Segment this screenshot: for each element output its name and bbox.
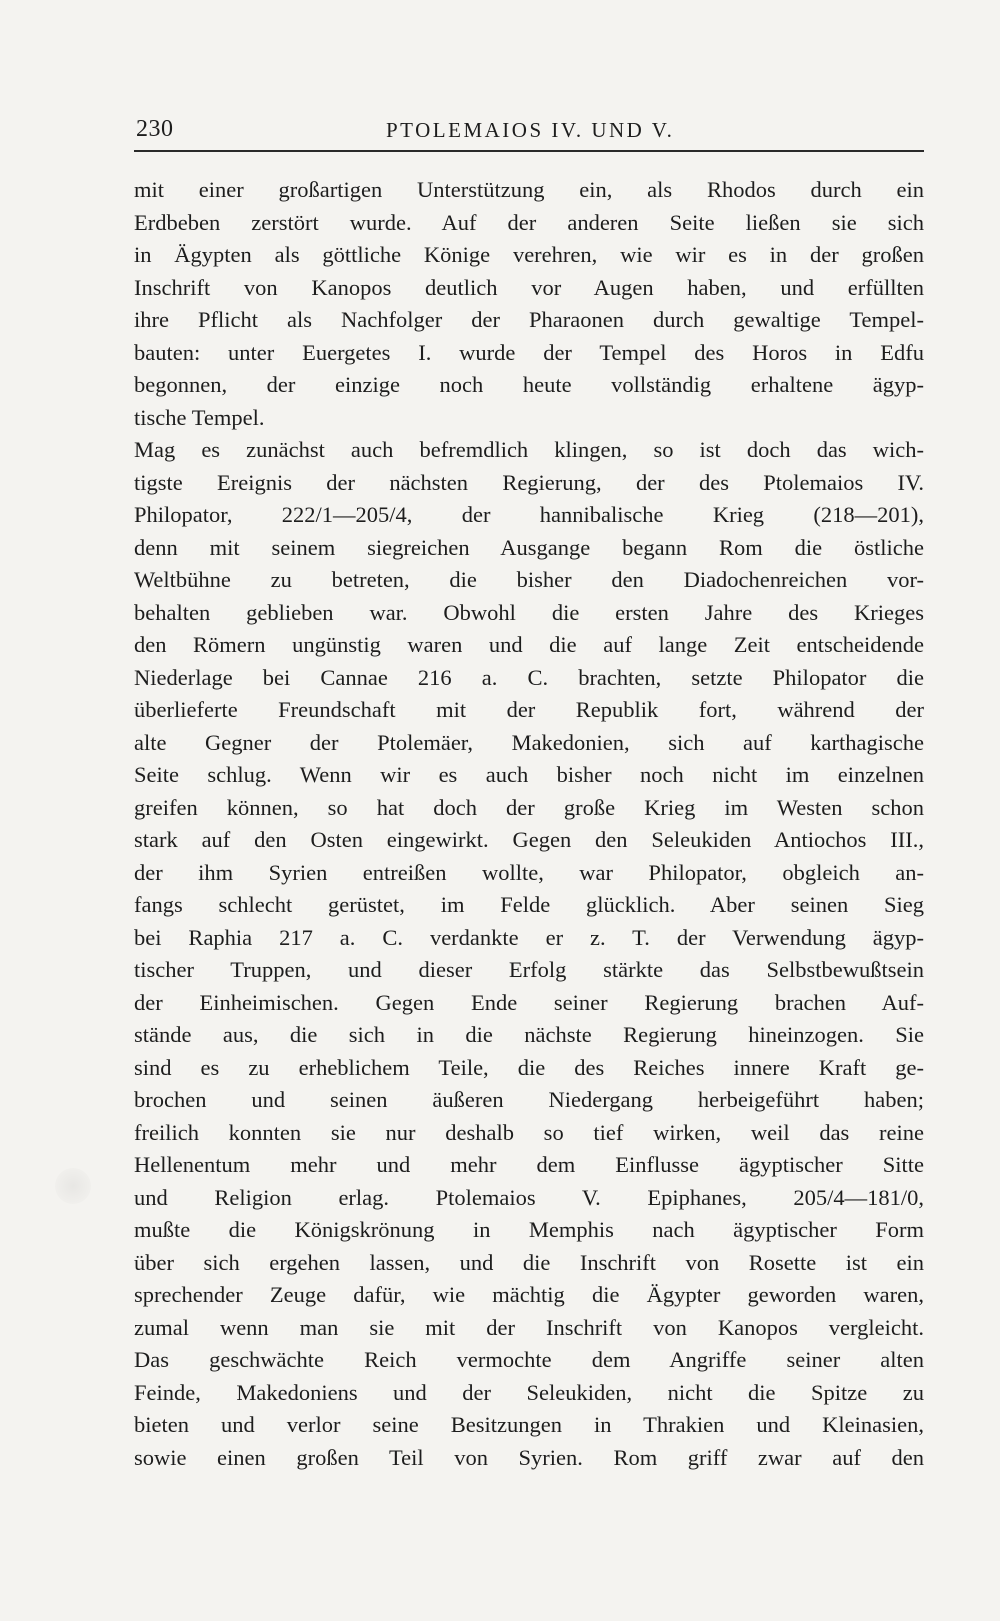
text-line: bei Raphia 217 a. C. verdankte er z. T. der Verwendung ägyp- (134, 924, 924, 950)
text-line: überlieferte Freundschaft mit der Republik fort, während der (134, 697, 924, 722)
text-line: tischer Truppen, und dieser Erfolg stärkte das Selbstbewußtsein (134, 957, 924, 982)
page-smudge (55, 1168, 91, 1204)
text-line: sowie einen großen Teil von Syrien. Rom griff zwar auf den (134, 1444, 924, 1470)
text-line: Hellenentum mehr und mehr dem Einflusse ägyptischer Sitte (134, 1152, 924, 1177)
text-line: freilich konnten sie nur deshalb so tief wirken, weil das reine (134, 1119, 924, 1145)
text-line: tigste Ereignis der nächsten Regierung, der des Ptolemaios IV. (134, 469, 924, 495)
text-line: Inschrift von Kanopos deutlich vor Augen haben, und erfüllten (134, 274, 924, 300)
text-line: sprechender Zeuge dafür, wie mächtig die Ägypter geworden waren, (134, 1282, 924, 1307)
text-line: der Einheimischen. Gegen Ende seiner Regierung brachen Auf- (134, 989, 924, 1015)
text-line: Seite schlug. Wenn wir es auch bisher noch nicht im einzelnen (134, 762, 924, 787)
text-line: behalten geblieben war. Obwohl die ersten Jahre des Krieges (134, 599, 924, 625)
text-line: zumal wenn man sie mit der Inschrift von Kanopos vergleicht. (134, 1314, 924, 1340)
text-line: Das geschwächte Reich vermochte dem Angriffe seiner alten (134, 1347, 924, 1372)
text-line: Feinde, Makedoniens und der Seleukiden, nicht die Spitze zu (134, 1379, 924, 1405)
running-head: PTOLEMAIOS IV. UND V. (386, 118, 675, 142)
text-line: Niederlage bei Cannae 216 a. C. brachten, setzte Philopator die (134, 664, 924, 690)
text-line: fangs schlecht gerüstet, im Felde glücklich. Aber seinen Sieg (134, 892, 924, 917)
text-line: mußte die Königskrönung in Memphis nach ägyptischer Form (134, 1217, 924, 1242)
text-line: und Religion erlag. Ptolemaios V. Epiphanes, 205/4—181/0, (134, 1184, 924, 1210)
text-line: brochen und seinen äußeren Niedergang herbeigeführt haben; (134, 1087, 924, 1112)
text-line: Erdbeben zerstört wurde. Auf der anderen Seite ließen sie sich (134, 209, 924, 235)
header-rule (134, 150, 924, 152)
text-line: der ihm Syrien entreißen wollte, war Philopator, obgleich an- (134, 859, 924, 885)
text-line: Mag es zunächst auch befremdlich klingen, so ist doch das wich- (134, 437, 924, 462)
text-line: den Römern ungünstig waren und die auf lange Zeit entscheidende (134, 632, 924, 657)
text-line: alte Gegner der Ptolemäer, Makedonien, sich auf karthagische (134, 729, 924, 755)
text-line: sind es zu erheblichem Teile, die des Reiches innere Kraft ge- (134, 1054, 924, 1080)
text-line: in Ägypten als göttliche Könige verehren, wie wir es in der großen (134, 242, 924, 267)
text-line: stände aus, die sich in die nächste Regierung hineinzogen. Sie (134, 1022, 924, 1047)
text-line: greifen können, so hat doch der große Krieg im Westen schon (134, 794, 924, 820)
text-line: bauten: unter Euergetes I. wurde der Tempel des Horos in Edfu (134, 339, 924, 365)
text-line: Philopator, 222/1—205/4, der hannibalische Krieg (218—201), (134, 502, 924, 527)
text-line: denn mit seinem siegreichen Ausgange begann Rom die östliche (134, 534, 924, 560)
text-line: stark auf den Osten eingewirkt. Gegen den Seleukiden Antiochos III., (134, 827, 924, 852)
page-header (134, 112, 924, 150)
text-line: tische Tempel. (134, 404, 265, 430)
text-line: über sich ergehen lassen, und die Inschrift von Rosette ist ein (134, 1249, 924, 1275)
text-line: begonnen, der einzige noch heute vollständig erhaltene ägyp- (134, 372, 924, 397)
text-line: Weltbühne zu betreten, die bisher den Diadochenreichen vor- (134, 567, 924, 592)
text-line: bieten und verlor seine Besitzungen in Thrakien und Kleinasien, (134, 1412, 924, 1437)
body-text (134, 174, 924, 1474)
page-number: 230 (136, 116, 174, 142)
text-line: ihre Pflicht als Nachfolger der Pharaonen durch gewaltige Tempel- (134, 307, 924, 332)
text-line: mit einer großartigen Unterstützung ein, als Rhodos durch ein (134, 177, 924, 202)
